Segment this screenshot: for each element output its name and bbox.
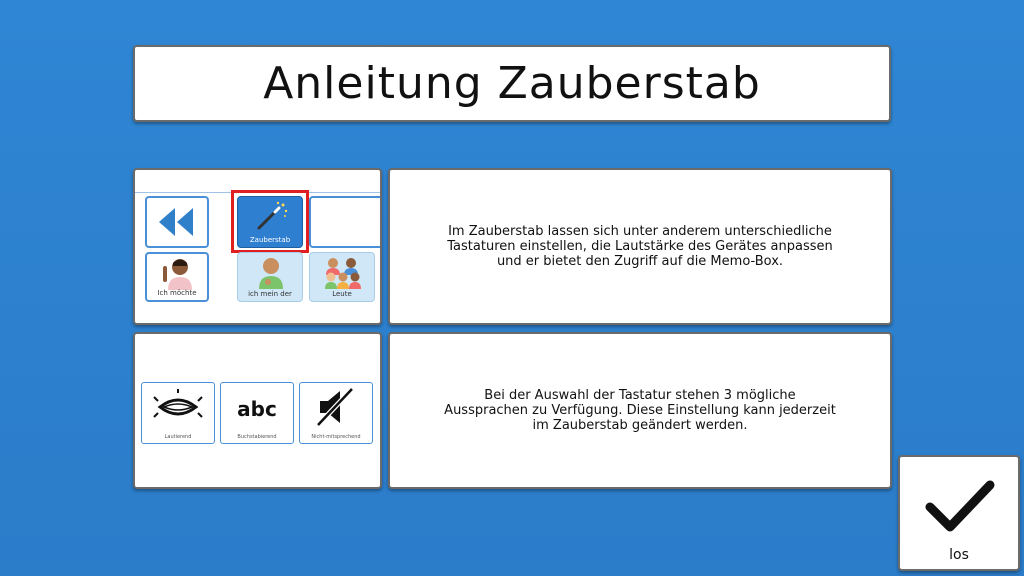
ich-moechte-label: Ich möchte bbox=[157, 289, 197, 297]
person-pointing-icon bbox=[156, 256, 200, 290]
rewind-icon bbox=[145, 196, 209, 248]
checkmark-icon bbox=[922, 475, 998, 537]
page-title-box bbox=[133, 45, 891, 122]
lautierend-label: Lautierend bbox=[164, 434, 192, 440]
nicht-mitsprechend-label: Nicht-mitsprechend bbox=[311, 434, 361, 440]
back-tile bbox=[145, 196, 209, 248]
mouth-icon bbox=[148, 387, 208, 427]
people-group-icon bbox=[321, 255, 365, 289]
zauberstab-screenshot bbox=[133, 168, 382, 325]
tastatur-screenshot bbox=[133, 332, 382, 489]
instruction-text-1: Im Zauberstab lassen sich unter anderem unterschiedliche Tastaturen einstellen, die Lautstärke des Gerätes anpassen und er bietet den Zugriff auf die Memo-Box. bbox=[447, 224, 833, 269]
los-label: los bbox=[949, 547, 969, 563]
buchstabierend-tile bbox=[220, 382, 294, 444]
empty-tile bbox=[309, 196, 382, 248]
buchstabierend-label: Buchstabierend bbox=[237, 434, 277, 440]
ich-moechte-tile bbox=[145, 252, 209, 302]
leute-tile bbox=[309, 252, 375, 302]
instruction-text-box-1 bbox=[388, 168, 892, 325]
los-button[interactable] bbox=[898, 455, 1020, 571]
instruction-text-box-2 bbox=[388, 332, 892, 489]
ich-mein-der-label: ich mein der bbox=[248, 290, 292, 298]
leute-label: Leute bbox=[332, 290, 352, 298]
abc-text: abc bbox=[237, 397, 277, 421]
highlight-frame bbox=[231, 190, 309, 253]
zauberstab-label: Zauberstab bbox=[249, 236, 291, 244]
mute-speaker-icon bbox=[312, 385, 362, 429]
page-title: Anleitung Zauberstab bbox=[263, 58, 761, 109]
lautierend-tile bbox=[141, 382, 215, 444]
instruction-text-2: Bei der Auswahl der Tastatur stehen 3 mögliche Aussprachen zu Verfügung. Diese Einstellung kann jederzeit im Zauberstab geändert werden. bbox=[444, 388, 836, 433]
nicht-mitsprechend-tile bbox=[299, 382, 373, 444]
ich-mein-der-tile bbox=[237, 252, 303, 302]
person-icon bbox=[251, 255, 291, 289]
